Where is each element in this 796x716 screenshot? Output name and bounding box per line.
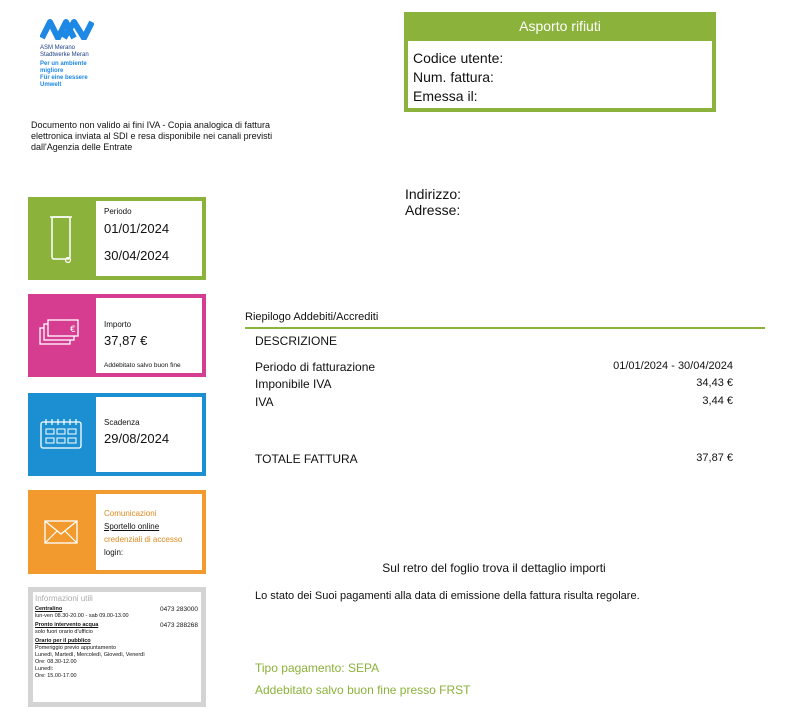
period-card xyxy=(28,197,206,280)
switchboard-row xyxy=(33,606,201,613)
payment-debit-note: Addebitato salvo buon fine presso FRST xyxy=(255,683,471,697)
afternoon-hours: Ore: 15.00-17.00 xyxy=(35,673,77,679)
amount-content xyxy=(104,294,181,369)
summary-row xyxy=(255,395,733,409)
login-label: login: xyxy=(104,548,124,557)
company-logo xyxy=(40,18,110,88)
logo-name-it: ASM Merano xyxy=(40,45,76,51)
credentials-label: credenziali di accesso xyxy=(104,535,183,544)
address-label-de: Adresse: xyxy=(405,202,461,218)
logo-tagline-de: Für eine bessere Umwelt xyxy=(40,75,88,88)
summary-row-value: 34,43 € xyxy=(696,377,733,389)
due-date-icon-panel xyxy=(28,393,96,476)
emergency-phone: 0473 288268 xyxy=(160,622,198,629)
summary-row-value: 01/01/2024 - 30/04/2024 xyxy=(613,360,733,372)
switchboard-label: Centralino xyxy=(35,606,63,612)
payment-type: Tipo pagamento: SEPA xyxy=(255,661,380,675)
service-title: Asporto rifiuti xyxy=(519,18,601,34)
summary-row xyxy=(255,377,733,391)
invoice-header-box xyxy=(404,12,716,112)
summary-row xyxy=(255,360,733,374)
summary-row-value: 3,44 € xyxy=(702,395,733,407)
invoice-meta xyxy=(408,41,712,108)
disclaimer-text: Documento non valido ai fini IVA - Copia analogica di fattura elettronica inviata al SDI e resa disponibile nei canali previsti dall'Agenzia delle Entrate xyxy=(31,120,273,152)
total-row xyxy=(255,452,733,466)
communications-card xyxy=(28,490,206,574)
due-date-value: 29/08/2024 xyxy=(104,431,170,446)
total-label: TOTALE FATTURA xyxy=(255,452,358,466)
payment-status-note: Lo stato dei Suoi pagamenti alla data di emissione della fattura risulta regolare. xyxy=(255,590,640,602)
address-label-it: Indirizzo: xyxy=(405,186,462,202)
period-label: Periodo xyxy=(104,207,132,216)
useful-info-card xyxy=(28,587,206,707)
emergency-note: solo fuori orario d'ufficio xyxy=(35,629,93,635)
period-to: 30/04/2024 xyxy=(104,248,170,263)
logo-tagline-it: Per un ambiente migliore xyxy=(40,61,87,74)
total-value: 37,87 € xyxy=(696,452,733,464)
amount-value: 37,87 € xyxy=(104,333,148,348)
switchboard-phone: 0473 283000 xyxy=(160,606,198,613)
public-hours-label: Orario per il pubblico xyxy=(35,638,91,644)
description-header: DESCRIZIONE xyxy=(255,334,338,348)
customer-code-label: Codice utente: xyxy=(413,50,504,66)
envelope-icon xyxy=(28,490,96,574)
monday-label: Lunedì: xyxy=(35,666,54,672)
summary-row-label: IVA xyxy=(255,395,274,409)
amount-card xyxy=(28,294,206,377)
amount-note: Addebitato salvo buon fine xyxy=(104,362,181,369)
afternoon-note: Pomeriggio previo appuntamento xyxy=(35,645,117,651)
summary-row-label: Periodo di fatturazione xyxy=(255,360,376,374)
summary-title: Riepilogo Addebiti/Accrediti xyxy=(245,311,765,329)
charges-summary xyxy=(245,311,765,329)
communications-icon-panel xyxy=(28,490,96,574)
emergency-row xyxy=(33,622,201,629)
communications-label: Comunicazioni xyxy=(104,509,157,518)
period-content xyxy=(104,197,169,263)
address-block xyxy=(405,186,461,218)
due-date-content xyxy=(104,393,169,446)
communications-content xyxy=(104,490,182,557)
svg-text:€: € xyxy=(70,325,76,335)
banknotes-icon xyxy=(28,294,96,377)
bin-icon xyxy=(28,197,96,280)
summary-row-label: Imponibile IVA xyxy=(255,377,332,391)
back-page-note: Sul retro del foglio trova il dettaglio importi xyxy=(382,561,606,575)
online-desk-link[interactable]: Sportello online xyxy=(104,522,160,531)
due-date-card xyxy=(28,393,206,476)
emergency-label: Pronto intervento acqua xyxy=(35,622,99,628)
weekdays: Lunedì, Martedì, Mercoledì, Giovedì, Venerdì xyxy=(35,652,145,658)
amount-label: Importo xyxy=(104,320,132,329)
calendar-icon xyxy=(28,393,96,476)
amount-icon-panel xyxy=(28,294,96,377)
asm-logo-mark xyxy=(40,18,94,40)
logo-name-de: Stadtwerke Meran xyxy=(40,52,89,58)
issue-date-label: Emessa il: xyxy=(413,88,478,104)
switchboard-hours: lun-ven 08.30-20.00 - sab 09.00-13.00 xyxy=(35,613,129,619)
due-date-label: Scadenza xyxy=(104,418,140,427)
useful-info-title: Informazioni utili xyxy=(35,594,93,603)
period-from: 01/01/2024 xyxy=(104,221,170,236)
period-icon-panel xyxy=(28,197,96,280)
morning-hours: Ore: 08.30-12.00 xyxy=(35,659,77,665)
invoice-number-label: Num. fattura: xyxy=(413,69,494,85)
